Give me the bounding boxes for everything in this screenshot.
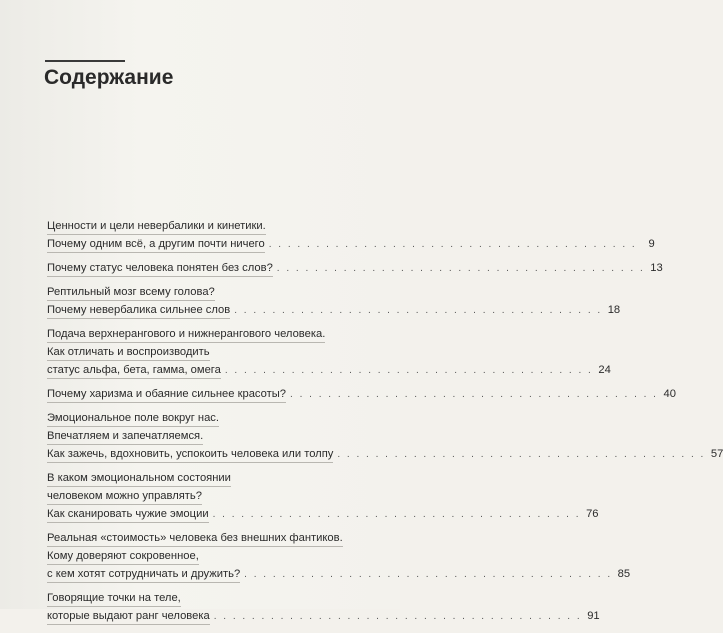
leader-dots: . . . . . . . . . . . . . . . . . . . . . . . . . . . . . . . . . . . . . . . xyxy=(224,365,593,376)
leader-dots: . . . . . . . . . . . . . . . . . . . . . . . . . . . . . . . . . . . . . . . xyxy=(276,263,645,274)
toc-line: Ценности и цели невербалики и кинетики. xyxy=(47,219,266,235)
table-of-contents xyxy=(47,219,723,633)
toc-line: Кому доверяют сокровенное, xyxy=(47,549,199,565)
toc-final-line xyxy=(47,261,663,276)
leader-dots: . . . . . . . . . . . . . . . . . . . . . . . . . . . . . . . . . . . . . . . xyxy=(268,239,637,250)
toc-final-line xyxy=(47,567,631,582)
leader-dots: . . . . . . . . . . . . . . . . . . . . . . . . . . . . . . . . . . . . . . . xyxy=(290,389,658,400)
toc-entry xyxy=(47,411,723,462)
toc-entry xyxy=(47,531,631,582)
toc-line: Говорящие точки на теле, xyxy=(47,591,181,607)
toc-final-line xyxy=(47,237,655,252)
page-number: 57 xyxy=(710,448,723,460)
toc-line: статус альфа, бета, гамма, омега xyxy=(47,363,221,379)
page-number: 24 xyxy=(598,364,611,376)
page-number: 40 xyxy=(663,388,676,400)
toc-final-line xyxy=(47,387,676,402)
leader-dots: . . . . . . . . . . . . . . . . . . . . . . . . . . . . . . . . . . . . . . . xyxy=(234,305,603,316)
toc-line: Как зажечь, вдохновить, успокоить человека или толпу xyxy=(47,447,333,463)
toc-line: Подача верхнерангового и нижнерангового человека. xyxy=(47,327,325,343)
toc-line: Как сканировать чужие эмоции xyxy=(47,507,209,523)
toc-line: Рептильный мозг всему голова? xyxy=(47,285,215,301)
leader-dots: . . . . . . . . . . . . . . . . . . . . . . . . . . . . . . . . . . . . . . . xyxy=(337,449,706,460)
toc-line: Почему одним всё, а другим почти ничего xyxy=(47,237,265,253)
toc-line: которые выдают ранг человека xyxy=(47,609,210,625)
toc-line: человеком можно управлять? xyxy=(47,489,202,505)
toc-line: Почему статус человека понятен без слов? xyxy=(47,261,273,277)
leader-dots: . . . . . . . . . . . . . . . . . . . . . . . . . . . . . . . . . . . . . . . xyxy=(213,611,582,622)
leader-dots: . . . . . . . . . . . . . . . . . . . . . . . . . . . . . . . . . . . . . . . xyxy=(244,569,613,580)
page-number: 18 xyxy=(607,304,621,316)
toc-final-line xyxy=(47,609,600,624)
toc-line: Почему невербалика сильнее слов xyxy=(47,303,230,319)
toc-line: Как отличать и воспроизводить xyxy=(47,345,210,361)
leader-dots: . . . . . . . . . . . . . . . . . . . . . . . . . . . . . . . . . . . . . . . xyxy=(212,509,581,520)
toc-line: Реальная «стоимость» человека без внешних фантиков. xyxy=(47,531,343,547)
toc-entry xyxy=(47,219,655,252)
toc-line: Впечатляем и запечатляемся. xyxy=(47,429,203,445)
toc-entry xyxy=(47,285,621,318)
toc-entry xyxy=(47,591,600,624)
toc-entry xyxy=(47,327,611,378)
title-rule xyxy=(45,60,125,62)
toc-line: Эмоциональное поле вокруг нас. xyxy=(47,411,219,427)
toc-final-line xyxy=(47,363,611,378)
toc-line: В каком эмоциональном состоянии xyxy=(47,471,231,487)
page-number: 9 xyxy=(648,238,655,250)
page-number: 76 xyxy=(586,508,599,520)
toc-entry xyxy=(47,471,599,522)
toc-final-line xyxy=(47,303,621,318)
toc-final-line xyxy=(47,507,599,522)
page-number: 13 xyxy=(650,262,663,274)
toc-entry xyxy=(47,261,663,276)
page-number: 91 xyxy=(587,610,600,622)
toc-line: Почему харизма и обаяние сильнее красоты? xyxy=(47,387,286,403)
page-title: Содержание xyxy=(44,66,174,89)
page-number: 85 xyxy=(617,568,631,580)
toc-line: с кем хотят сотрудничать и дружить? xyxy=(47,567,240,583)
toc-final-line xyxy=(47,447,723,462)
toc-entry xyxy=(47,387,676,402)
